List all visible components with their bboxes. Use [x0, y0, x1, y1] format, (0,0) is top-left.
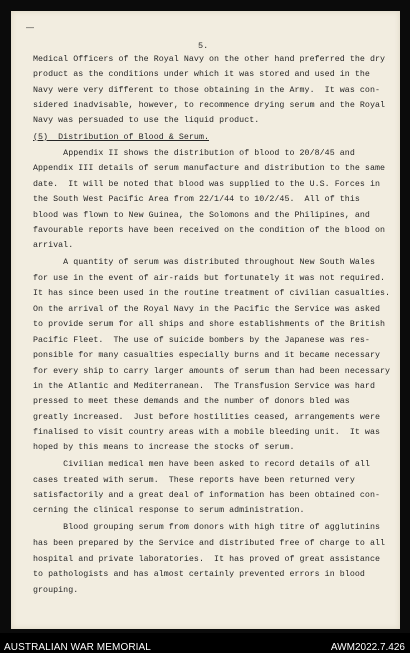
- text-line: for every ship to carry larger amounts of serum than had been necessary: [33, 367, 391, 376]
- text-line: A quantity of serum was distributed throughout New South Wales: [33, 258, 375, 267]
- text-line: Navy was persuaded to use the liquid product.: [33, 116, 260, 125]
- text-line: On the arrival of the Royal Navy in the Pacific the Service was asked: [33, 305, 380, 314]
- text-line: date. It will be noted that blood was supplied to the U.S. Forces in: [33, 180, 380, 189]
- text-line: grouping.: [33, 586, 79, 595]
- text-line: pressed to meet these demands and the number of donors bled was: [33, 397, 350, 406]
- text-line: Appendix II shows the distribution of blood to 20/8/45 and: [33, 149, 355, 158]
- text-line: Medical Officers of the Royal Navy on the other hand preferred the dry: [33, 55, 386, 64]
- text-line: satisfactorily and a great deal of information has been obtained con-: [33, 491, 380, 500]
- text-line: hoped by this means to increase the stocks of serum.: [33, 443, 295, 452]
- document-page: [11, 11, 400, 629]
- text-line: blood was flown to New Guinea, the Solomons and the Philipines, and: [33, 211, 370, 220]
- text-line: sidered inadvisable, however, to recommence drying serum and the Royal: [33, 101, 386, 110]
- page-number: 5.: [198, 41, 209, 51]
- text-line: greatly increased. Just before hostilities ceased, arrangements were: [33, 413, 380, 422]
- text-line: for use in the event of air-raids but fortunately it was not required.: [33, 274, 386, 283]
- text-line: in the Atlantic and Mediterranean. The Transfusion Service was hard: [33, 382, 375, 391]
- text-line: to pathologists and has almost certainly prevented errors in blood: [33, 570, 365, 579]
- text-line: Appendix III details of serum manufacture and distribution to the same: [33, 164, 386, 173]
- text-line: cerning the clinical response to serum administration.: [33, 506, 305, 515]
- text-line: product as the conditions under which it was stored and used in the: [33, 70, 370, 79]
- institution-label: AUSTRALIAN WAR MEMORIAL: [4, 642, 151, 653]
- text-line: the South West Pacific Area from 22/1/44 to 10/2/45. All of this: [33, 195, 360, 204]
- corner-mark: —: [26, 23, 34, 32]
- text-line: has been prepared by the Service and distributed free of charge to all: [33, 539, 386, 548]
- text-line: Blood grouping serum from donors with high titre of agglutinins: [33, 523, 380, 532]
- text-line: hospital and private laboratories. It has proved of great assistance: [33, 555, 380, 564]
- text-line: ponsible for many casualties especially burns and it became necessary: [33, 351, 380, 360]
- text-line: Navy were very different to those obtaining in the Army. It was con-: [33, 86, 380, 95]
- text-line: cases treated with serum. These reports have been returned very: [33, 476, 355, 485]
- text-line: to provide serum for all ships and shore establishments of the British: [33, 320, 386, 329]
- text-line: finalised to visit country areas with a mobile bleeding unit. It was: [33, 428, 380, 437]
- text-line: arrival.: [33, 241, 74, 250]
- text-line: Pacific Fleet. The use of suicide bombers by the Japanese was res-: [33, 336, 370, 345]
- archive-footer: [0, 633, 410, 653]
- text-line: favourable reports have been received on the condition of the blood on: [33, 226, 386, 235]
- section-heading: (5) Distribution of Blood & Serum.: [33, 133, 210, 142]
- text-line: It has since been used in the routine treatment of civilian casualties.: [33, 289, 391, 298]
- item-reference: AWM2022.7.426: [330, 642, 405, 653]
- text-line: Civilian medical men have been asked to record details of all: [33, 460, 370, 469]
